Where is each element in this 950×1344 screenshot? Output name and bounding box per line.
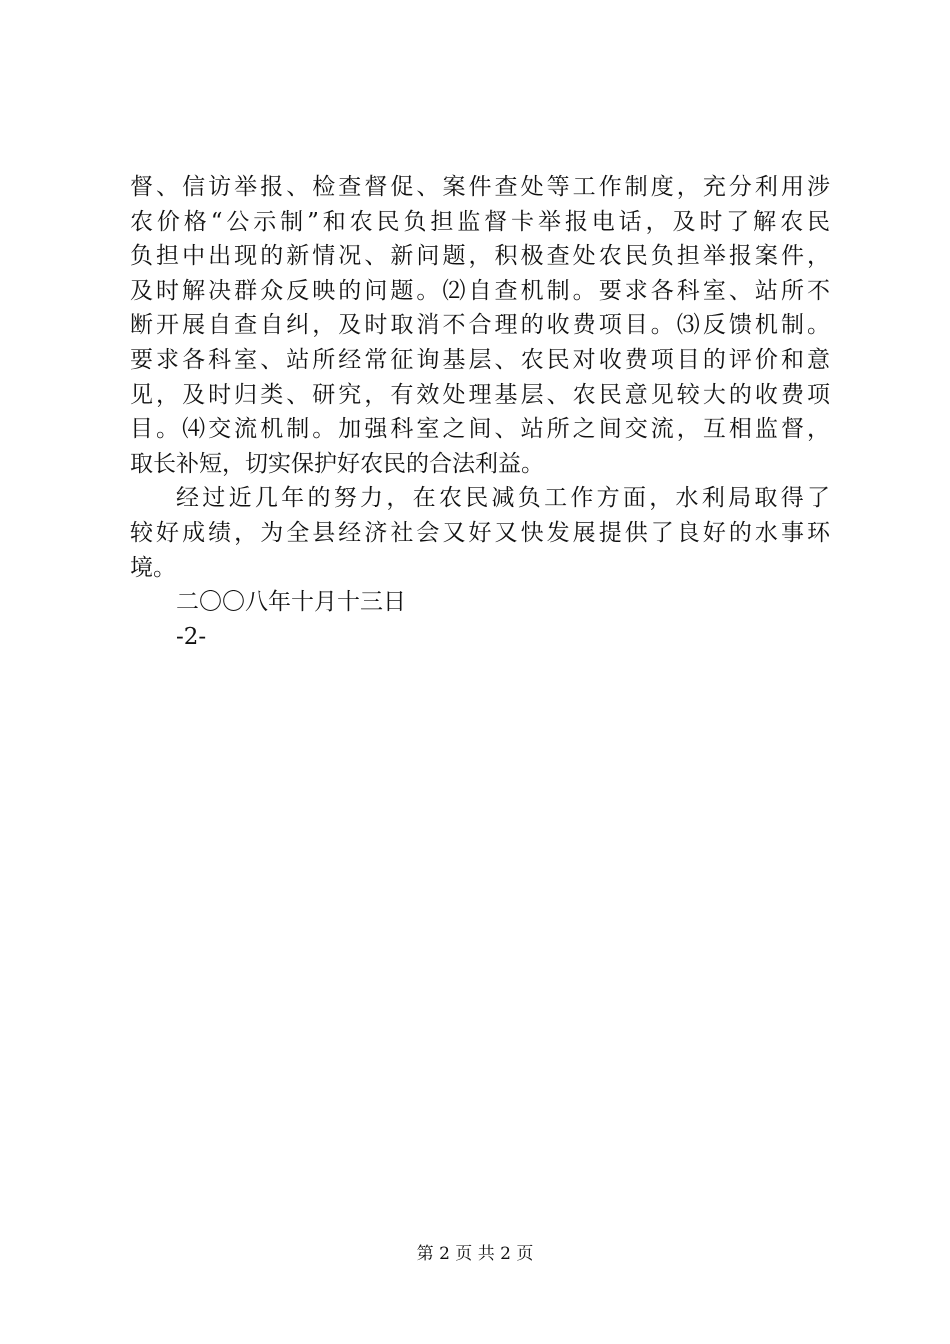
body-line-9: 取长补短，切实保护好农民的合法利益。 bbox=[130, 450, 544, 477]
body-line-8: 目。⑷交流机制。加强科室之间、站所之间交流，互相监督， bbox=[130, 416, 830, 443]
body-line-4: 及时解决群众反映的问题。⑵自查机制。要求各科室、站所不 bbox=[130, 277, 830, 304]
body-line-12: 境。 bbox=[130, 554, 176, 581]
body-line-7: 见，及时归类、研究，有效处理基层、农民意见较大的收费项 bbox=[130, 381, 830, 408]
body-line-3: 负担中出现的新情况、新问题，积极查处农民负担举报案件， bbox=[130, 243, 830, 270]
page-number-mark: -2- bbox=[176, 623, 207, 650]
body-line-1: 督、信访举报、检查督促、案件查处等工作制度，充分利用涉 bbox=[130, 174, 830, 200]
document-body bbox=[130, 170, 830, 654]
body-line-10: 经过近几年的努力，在农民减负工作方面，水利局取得了 bbox=[176, 485, 830, 512]
page-footer: 第 2 页 共 2 页 bbox=[416, 1244, 534, 1264]
body-line-6: 要求各科室、站所经常征询基层、农民对收费项目的评价和意 bbox=[130, 346, 830, 373]
body-line-11: 较好成绩，为全县经济社会又好又快发展提供了良好的水事环 bbox=[130, 519, 830, 546]
body-line-2: 农价格“公示制”和农民负担监督卡举报电话，及时了解农民 bbox=[130, 208, 830, 235]
body-line-5: 断开展自查自纠，及时取消不合理的收费项目。⑶反馈机制。 bbox=[130, 312, 830, 339]
date-line: 二〇〇八年十月十三日 bbox=[176, 589, 406, 616]
